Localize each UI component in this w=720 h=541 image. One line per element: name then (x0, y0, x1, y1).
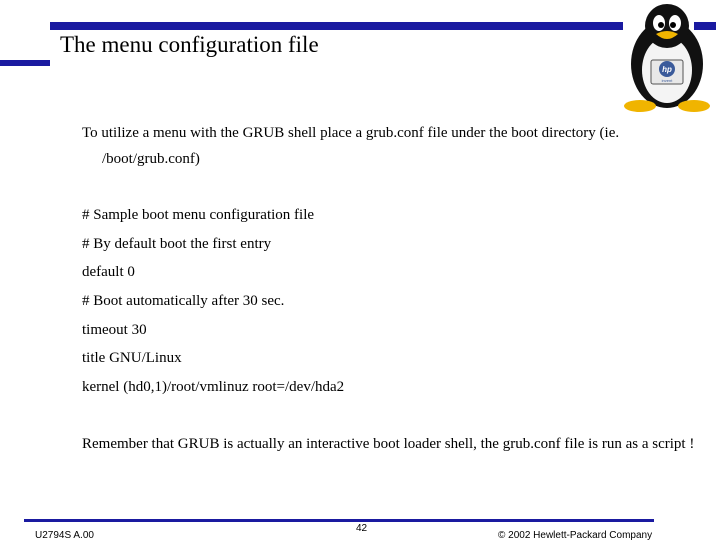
code-line-3: default 0 (82, 264, 135, 280)
slide-title: The menu configuration file (60, 32, 319, 57)
code-line-1: # Sample boot menu configuration file (82, 207, 315, 223)
remark-text: Remember that GRUB is actually an interactive boot loader shell, the grub.conf file is run as a script ! (82, 436, 695, 452)
top-accent-bar (50, 22, 623, 30)
left-accent-bar (0, 60, 50, 66)
code-line-5: timeout 30 (82, 322, 147, 338)
footer-course-code: U2794S A.00 (35, 530, 94, 541)
code-line-7: kernel (hd0,1)/root/vmlinuz root=/dev/hda2 (82, 379, 345, 395)
tux-penguin-logo (620, 2, 714, 114)
intro-line-2: /boot/grub.conf) (102, 151, 200, 167)
footer-copyright: © 2002 Hewlett-Packard Company (498, 530, 653, 541)
code-line-2: # By default boot the first entry (82, 236, 272, 252)
intro-line-1: To utilize a menu with the GRUB shell place a grub.conf file under the boot directory (ie. (82, 125, 620, 141)
hp-logo-caption: invent (661, 78, 673, 83)
code-line-4: # Boot automatically after 30 sec. (82, 293, 285, 309)
page-number: 42 (356, 523, 368, 534)
code-line-6: title GNU/Linux (82, 350, 182, 366)
footer-divider (24, 519, 654, 522)
hp-logo-text: hp (662, 65, 672, 74)
